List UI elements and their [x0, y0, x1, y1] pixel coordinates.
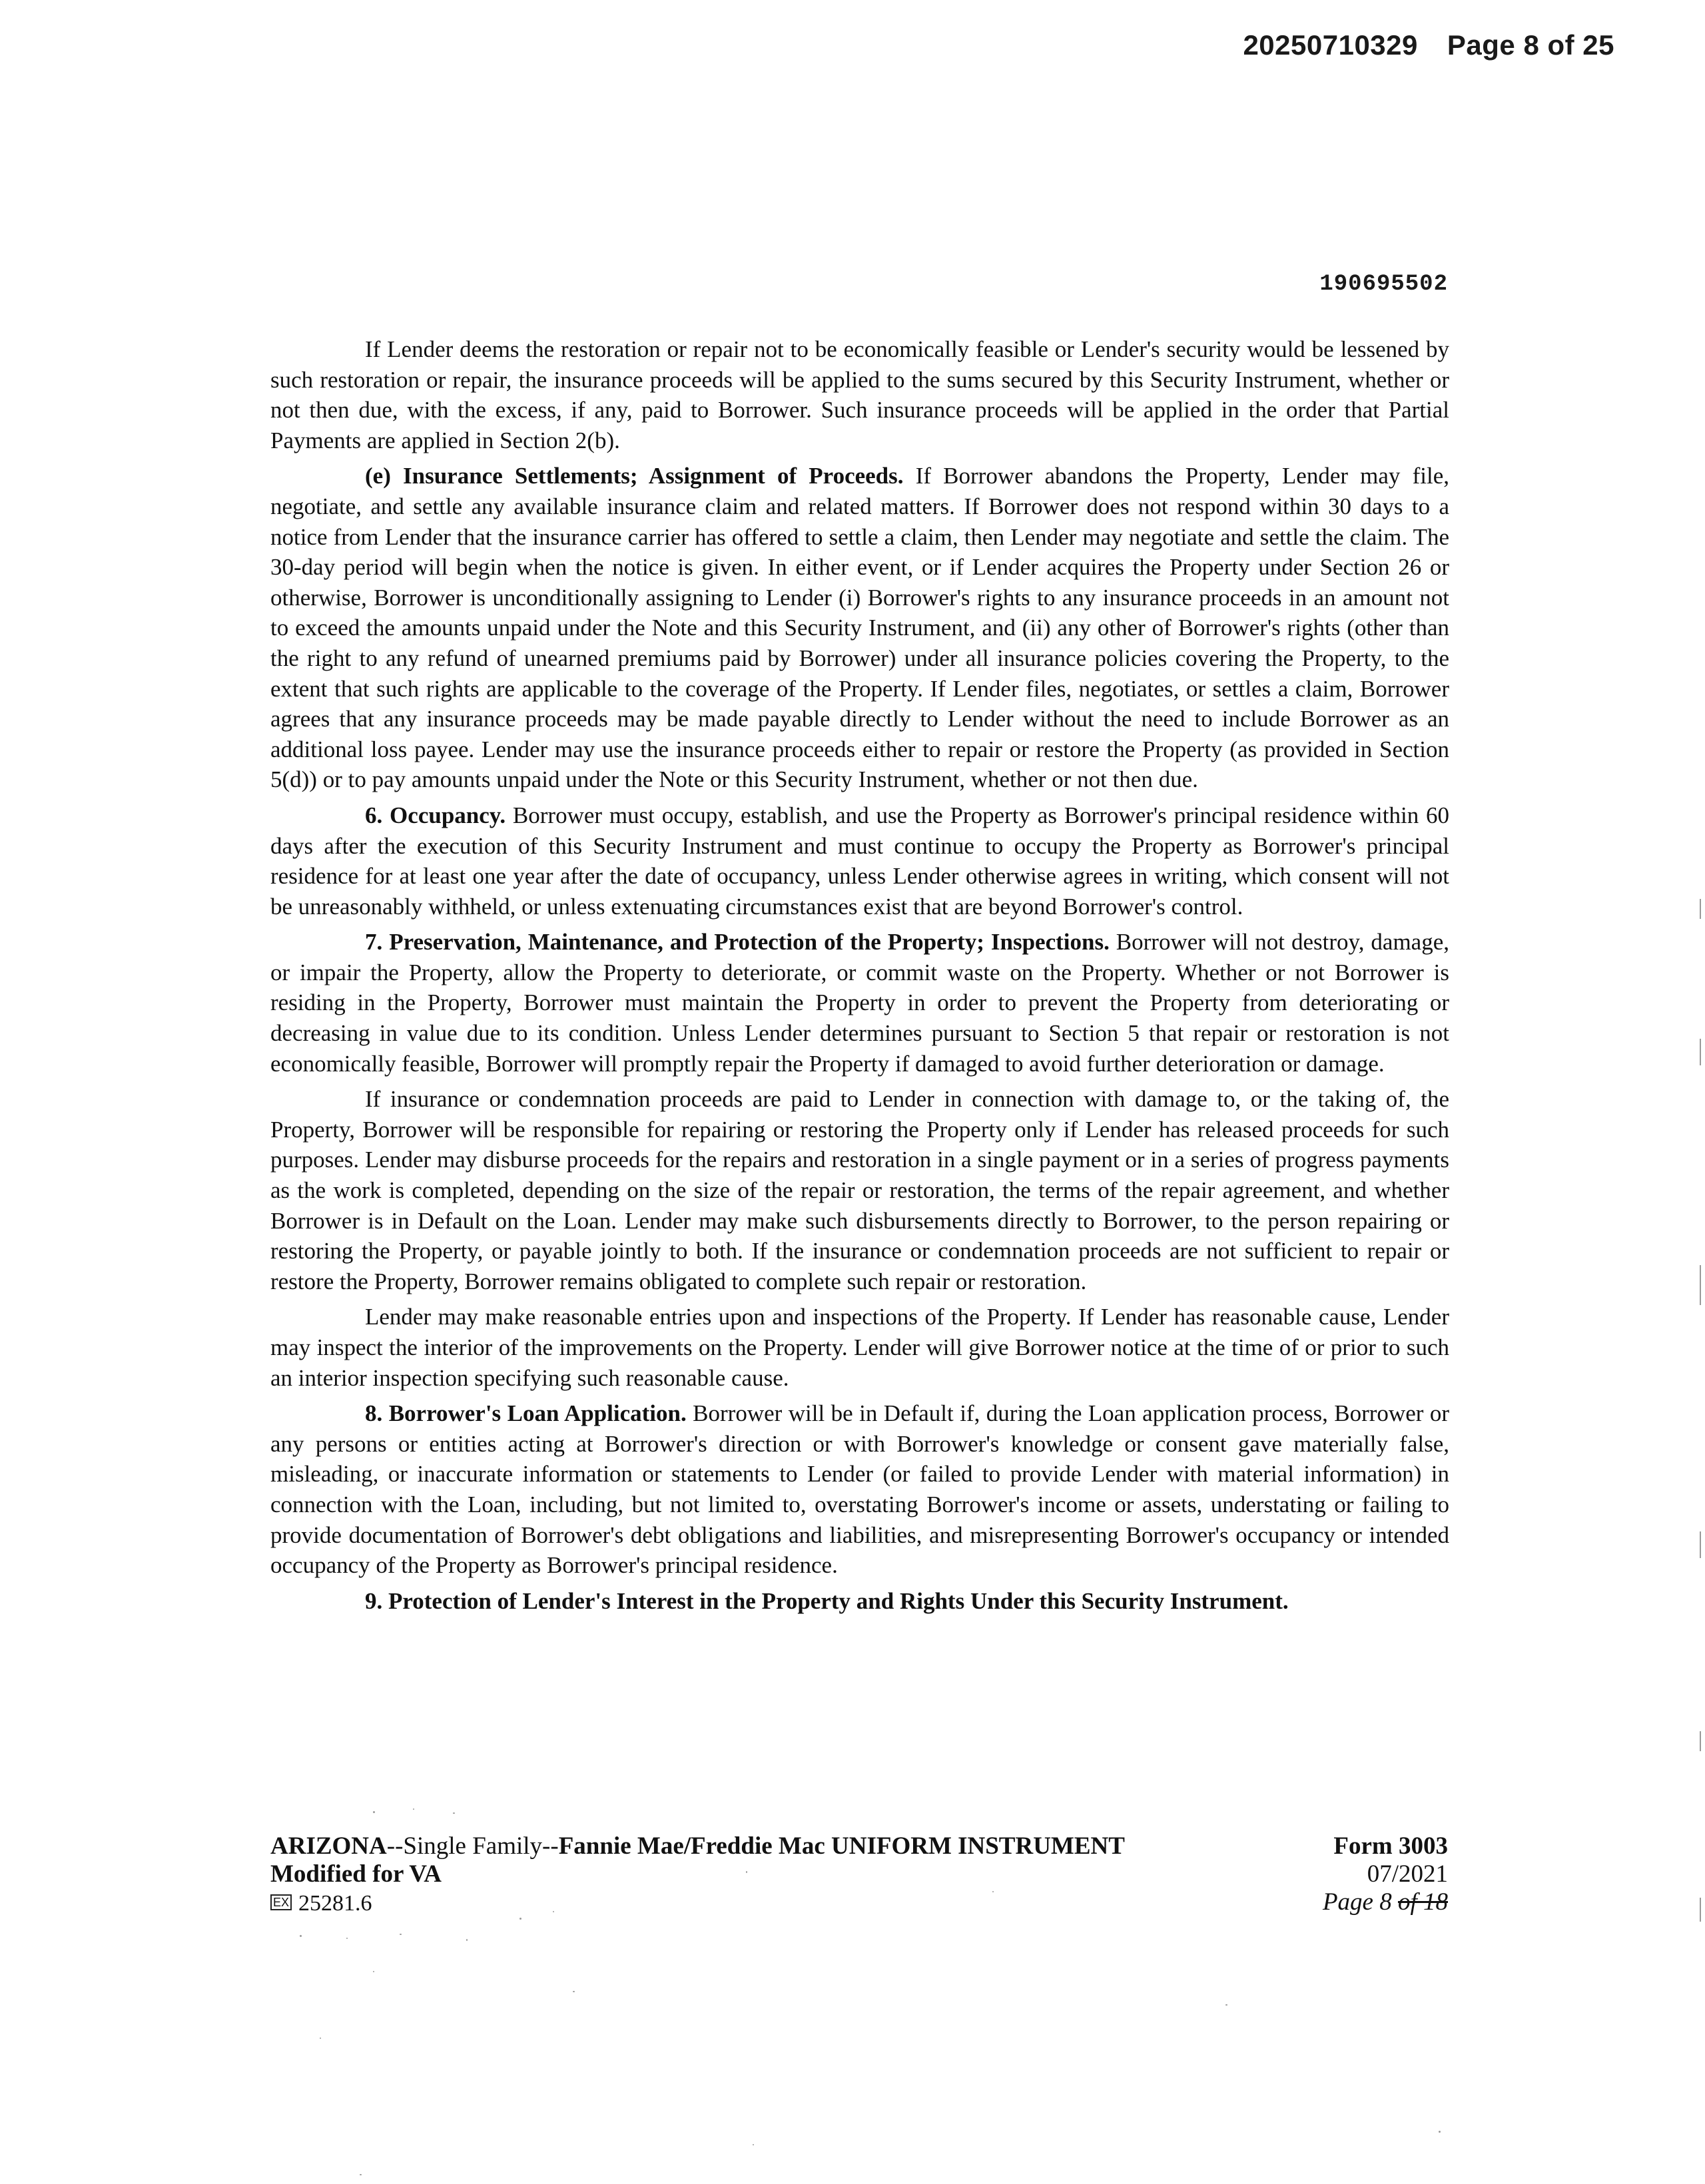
form-number-block	[1323, 1832, 1448, 1916]
section-heading: 6. Occupancy.	[365, 802, 506, 828]
section-heading: 8. Borrower's Loan Application.	[365, 1400, 687, 1427]
section-heading: 7. Preservation, Maintenance, and Protection of the Property; Inspections.	[365, 929, 1110, 956]
paragraph-occupancy: 6. Occupancy. Borrower must occupy, establish, and use the Property as Borrower's principal residence within 60 days after the execution of this Security Instrument and must continue to occupy the Property as Borrower's principal residence for at least one year after the date of occupancy, unless Lender otherwise agrees in writing, which consent will not be unreasonably withheld, or unless extenuating circumstances exist that are beyond Borrower's control.	[270, 802, 1450, 920]
paragraph-inspections: Lender may make reasonable entries upon and inspections of the Property. If Lender has reasonable cause, Lender may inspect the interior of the improvements on the Property. Lender will give Borrower notice at the time of or prior to such an interior inspection specifying such reasonable cause.	[270, 1304, 1449, 1391]
recording-number: 20250710329	[1243, 29, 1418, 61]
section-heading: (e) Insurance Settlements; Assignment of Proceeds.	[365, 463, 904, 489]
paragraph-condemnation-proceeds: If insurance or condemnation proceeds are paid to Lender in connection with damage to, or the taking of, the Property, Borrower will be responsible for repairing or restoring the Property only if Lender has released proceeds for such purposes. Lender may disburse proceeds for the repairs and restoration in a single payment or in a series of progress payments as the work is completed, depending on the size of the repair or restoration, the terms of the repair agreement, and whether Borrower is in Default on the Loan. Lender may make such disbursements directly to Borrower, to the person repairing or restoring the Property, or payable jointly to both. If the insurance or condemnation proceeds are not sufficient to repair or restore the Property, Borrower remains obligated to complete such repair or restoration.	[270, 1086, 1449, 1294]
struck-page-total: of 18	[1397, 1888, 1448, 1916]
page-counter: Page 8 of 25	[1447, 29, 1614, 61]
paragraph-preservation: 7. Preservation, Maintenance, and Protection of the Property; Inspections. Borrower will not destroy, damage, or impair the Property, allow the Property to deteriorate, or commit waste on the Property. Whether or not Borrower is residing in the Property, Borrower must maintain the Property in order to prevent the Property from deteriorating or decreasing in value due to its condition. Unless Lender determines pursuant to Section 5 that repair or restoration is not economically feasible, Borrower will promptly repair the Property if damaged to avoid further deterioration or damage.	[270, 929, 1449, 1077]
document-body	[270, 334, 1449, 1621]
form-number: Form 3003	[1333, 1832, 1448, 1860]
form-page: Page 8 of 18	[1322, 1888, 1448, 1916]
form-description: ARIZONA--Single Family--Fannie Mae/Freddie Mac UNIFORM INSTRUMENT	[270, 1832, 1125, 1860]
document-code: EX 25281.6	[270, 1890, 1125, 1918]
form-date: 07/2021	[1367, 1860, 1448, 1888]
paragraph-loan-application: 8. Borrower's Loan Application. Borrower will be in Default if, during the Loan application process, Borrower or any persons or entities acting at Borrower's direction or with Borrower's knowledge or consent gave materially false, misleading, or inaccurate information or statements to Lender (or failed to provide Lender with material information) in connection with the Loan, including, but not limited to, overstating Borrower's income or assets, understating or failing to provide documentation of Borrower's debt obligations and liabilities, and misrepresenting Borrower's occupancy or intended occupancy of the Property as Borrower's principal residence.	[270, 1400, 1449, 1579]
paragraph-insurance-settlements: (e) Insurance Settlements; Assignment of Proceeds. If Borrower abandons the Property, Lender may file, negotiate, and settle any available insurance claim and related matters. If Borrower does not respond within 30 days to a notice from Lender that the insurance carrier has offered to settle a claim, then Lender may negotiate and settle the claim. The 30-day period will begin when the notice is given. In either event, or if Lender acquires the Property under Section 26 or otherwise, Borrower is unconditionally assigning to Lender (i) Borrower's rights to any insurance proceeds in an amount not to exceed the amounts unpaid under the Note and this Security Instrument, and (ii) any other of Borrower's rights (other than the right to any refund of unearned premiums paid by Borrower) under all insurance policies covering the Property, to the extent that such rights are applicable to the coverage of the Property. If Lender files, negotiates, or settles a claim, Borrower agrees that any insurance proceeds may be made payable directly to Lender without the need to include Borrower as an additional loss payee. Lender may use the insurance proceeds either to repair or restore the Property (as provided in Section 5(d)) or to pay amounts unpaid under the Note or this Security Instrument, whether or not then due.	[270, 463, 1449, 793]
paragraph-restoration: If Lender deems the restoration or repair not to be economically feasible or Lender's security would be lessened by such restoration or repair, the insurance proceeds will be applied to the sums secured by this Security Instrument, whether or not then due, with the excess, if any, paid to Borrower. Such insurance proceeds will be applied in the order that Partial Payments are applied in Section 2(b).	[270, 336, 1449, 453]
form-footer	[270, 1832, 1125, 1918]
recording-header	[1243, 29, 1614, 61]
loan-number: 190695502	[1319, 272, 1448, 297]
paragraph-protection-heading	[270, 1586, 1449, 1617]
ex-logo: EX	[270, 1894, 292, 1910]
section-heading: 9. Protection of Lender's Interest in the Property and Rights Under this Security Instrument.	[365, 1587, 1289, 1614]
form-modification: Modified for VA	[270, 1860, 442, 1888]
